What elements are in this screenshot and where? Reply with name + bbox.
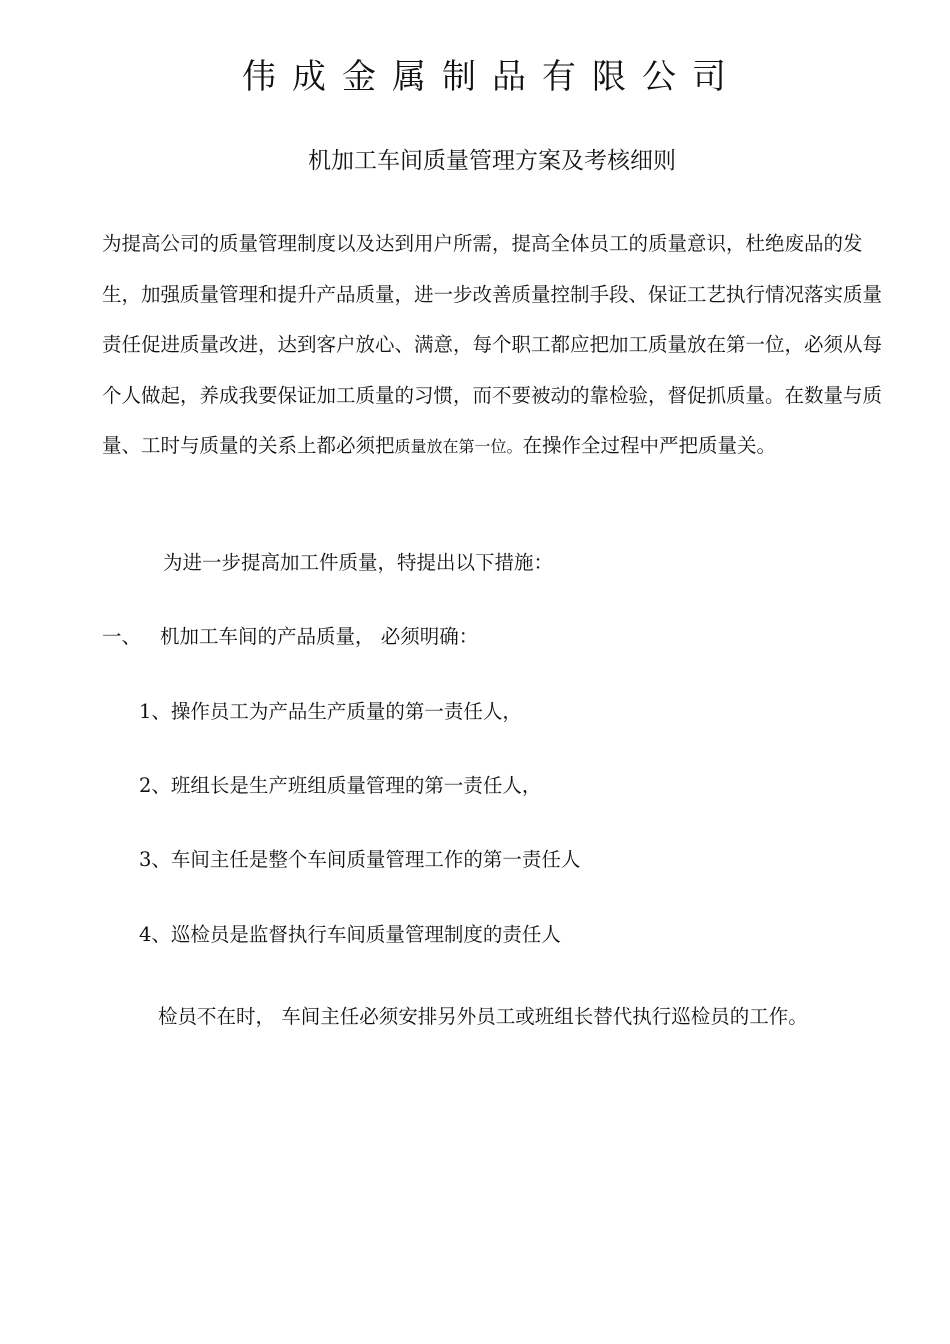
intro-paragraph — [102, 219, 892, 473]
section-one-heading — [102, 622, 478, 652]
section-title: 机加工车间的产品质量， 必须明确： — [160, 625, 479, 648]
list-item: 3、车间主任是整个车间质量管理工作的第一责任人 — [139, 848, 581, 871]
list-item: 2、班组长是生产班组质量管理的第一责任人， — [139, 774, 542, 797]
document-title: 机加工车间质量管理方案及考核细则 — [308, 148, 676, 174]
list-item: 4、巡检员是监督执行车间质量管理制度的责任人 — [139, 923, 561, 946]
intro-small-text: 质量放在第一位。 — [394, 437, 523, 456]
company-name: 伟成金属制品有限公司 — [242, 57, 742, 97]
list-item: 1、操作员工为产品生产质量的第一责任人， — [139, 700, 522, 723]
measures-intro: 为进一步提高加工件质量，特提出以下措施： — [163, 551, 554, 574]
section-number: 一、 — [102, 625, 142, 648]
intro-tail-text: 在操作全过程中严把质量关。 — [522, 434, 777, 457]
closing-paragraph: 检员不在时， 车间主任必须安排另外员工或班组长替代执行巡检员的工作。 — [158, 1005, 808, 1028]
intro-main-text: 为提高公司的质量管理制度以及达到用户所需，提高全体员工的质量意识，杜绝废品的发生，加强质量管理和提升产品质量，进一步改善质量控制手段、保证工艺执行情况落实质量责任促进质量改进，达到客户放心、满意，每个职工都应把加工质量放在第一位，必须从每个人做起，养成我要保证加工质量的习惯，而不要被动的靠检验，督促抓质量。在数量与质量、工时与质量的关系上都必须把 — [102, 232, 883, 457]
